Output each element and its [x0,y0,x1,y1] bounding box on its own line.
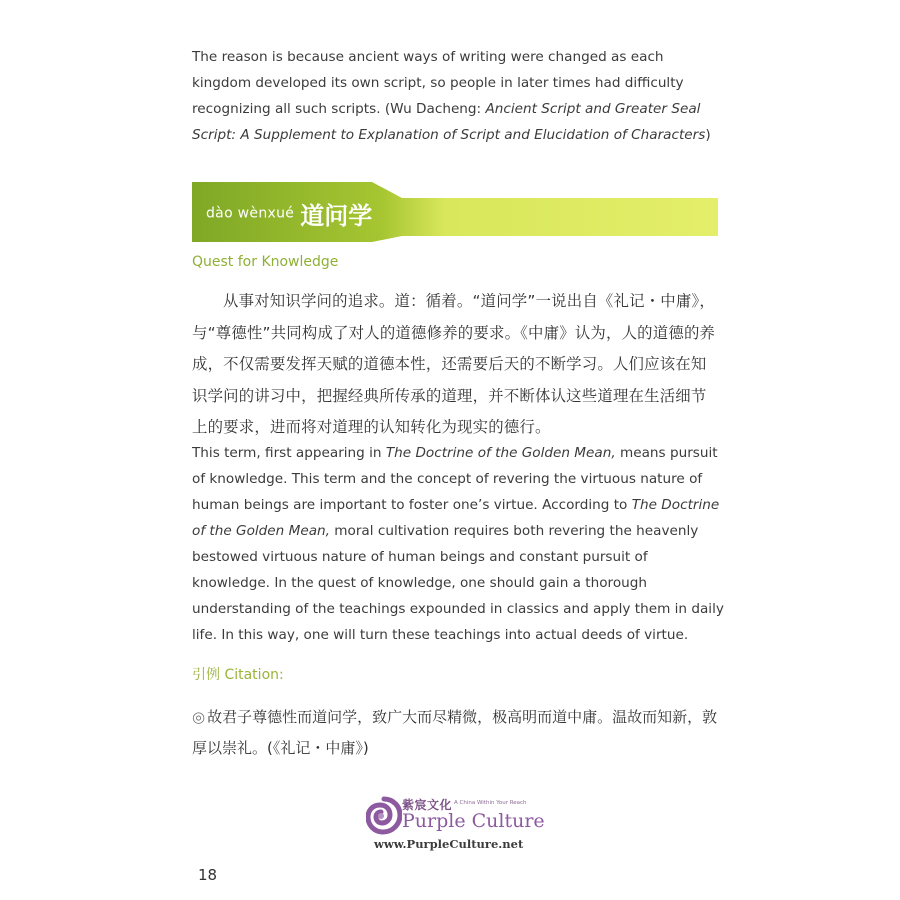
term-translation: Quest for Knowledge [192,254,339,270]
term-heading [206,196,372,231]
citation-label-en: Citation: [224,667,284,683]
english-text-2: means pursuit of knowledge. This term and the concept of revering the virtuous nature of human beings are important to foster one’s virtue. According to [192,445,718,513]
intro-text: The reason is because ancient ways of writing were changed as each kingdom developed its own script, so people in later times had difficulty recognizing all such scripts. (Wu Dacheng: [192,49,684,117]
intro-source-title: Ancient Script and Greater Seal Script: A Supplement to Explanation of Script and Elucidation of Characters [192,101,706,143]
english-text-1: This term, first appearing in [192,445,386,461]
term-hanzi: 道问学 [300,201,373,230]
english-text-3: moral cultivation requires both revering the heavenly bestowed virtuous nature of human beings and constant pursuit of knowledge. In the quest of knowledge, one should gain a thorough understanding of the teachings expounded in classics and apply them in daily life. In this way, one will turn these teachings into actual deeds of virtue. [192,523,724,643]
term-pinyin: dào wènxué [206,205,295,222]
term-banner [192,182,718,242]
watermark-chinese: 紫宸文化 [402,798,453,812]
purple-culture-logo-icon [366,796,402,836]
chinese-explanation: 从事对知识学问的追求。道：循着。“道问学”一说出自《礼记・中庸》，与“尊德性”共同构成了对人的道德修养的要求。《中庸》认为，人的道德的养成，不仅需要发挥天赋的道德本性，还需要后天的不断学习。人们应该在知识学问的讲习中，把握经典所传承的道理，并不断体认这些道理在生活细节上的要求，进而将对道理的认知转化为现实的德行。 [192,292,716,437]
citation-bullet-icon: ◎ [192,708,206,726]
intro-closing: ) [705,127,711,143]
book-title-2: The Doctrine of the Golden Mean, [192,497,720,539]
watermark-tagline: A China Within Your Reach [454,800,527,806]
book-title-1: The Doctrine of the Golden Mean, [385,445,616,461]
citation-label-cn: 引例 [192,667,220,683]
citation-heading [192,664,284,684]
english-explanation [192,440,724,648]
purple-culture-watermark [366,796,546,860]
citation-text: 故君子尊德性而道问学，致广大而尽精微，极高明而道中庸。温故而知新，敦厚以崇礼。(《礼记・中庸》) [192,708,718,757]
citation-quote [192,702,722,764]
intro-paragraph [192,44,724,148]
watermark-url: www.PurpleCulture.net [374,837,524,851]
watermark-name: Purple Culture [402,810,545,832]
page-number: 18 [198,866,218,884]
